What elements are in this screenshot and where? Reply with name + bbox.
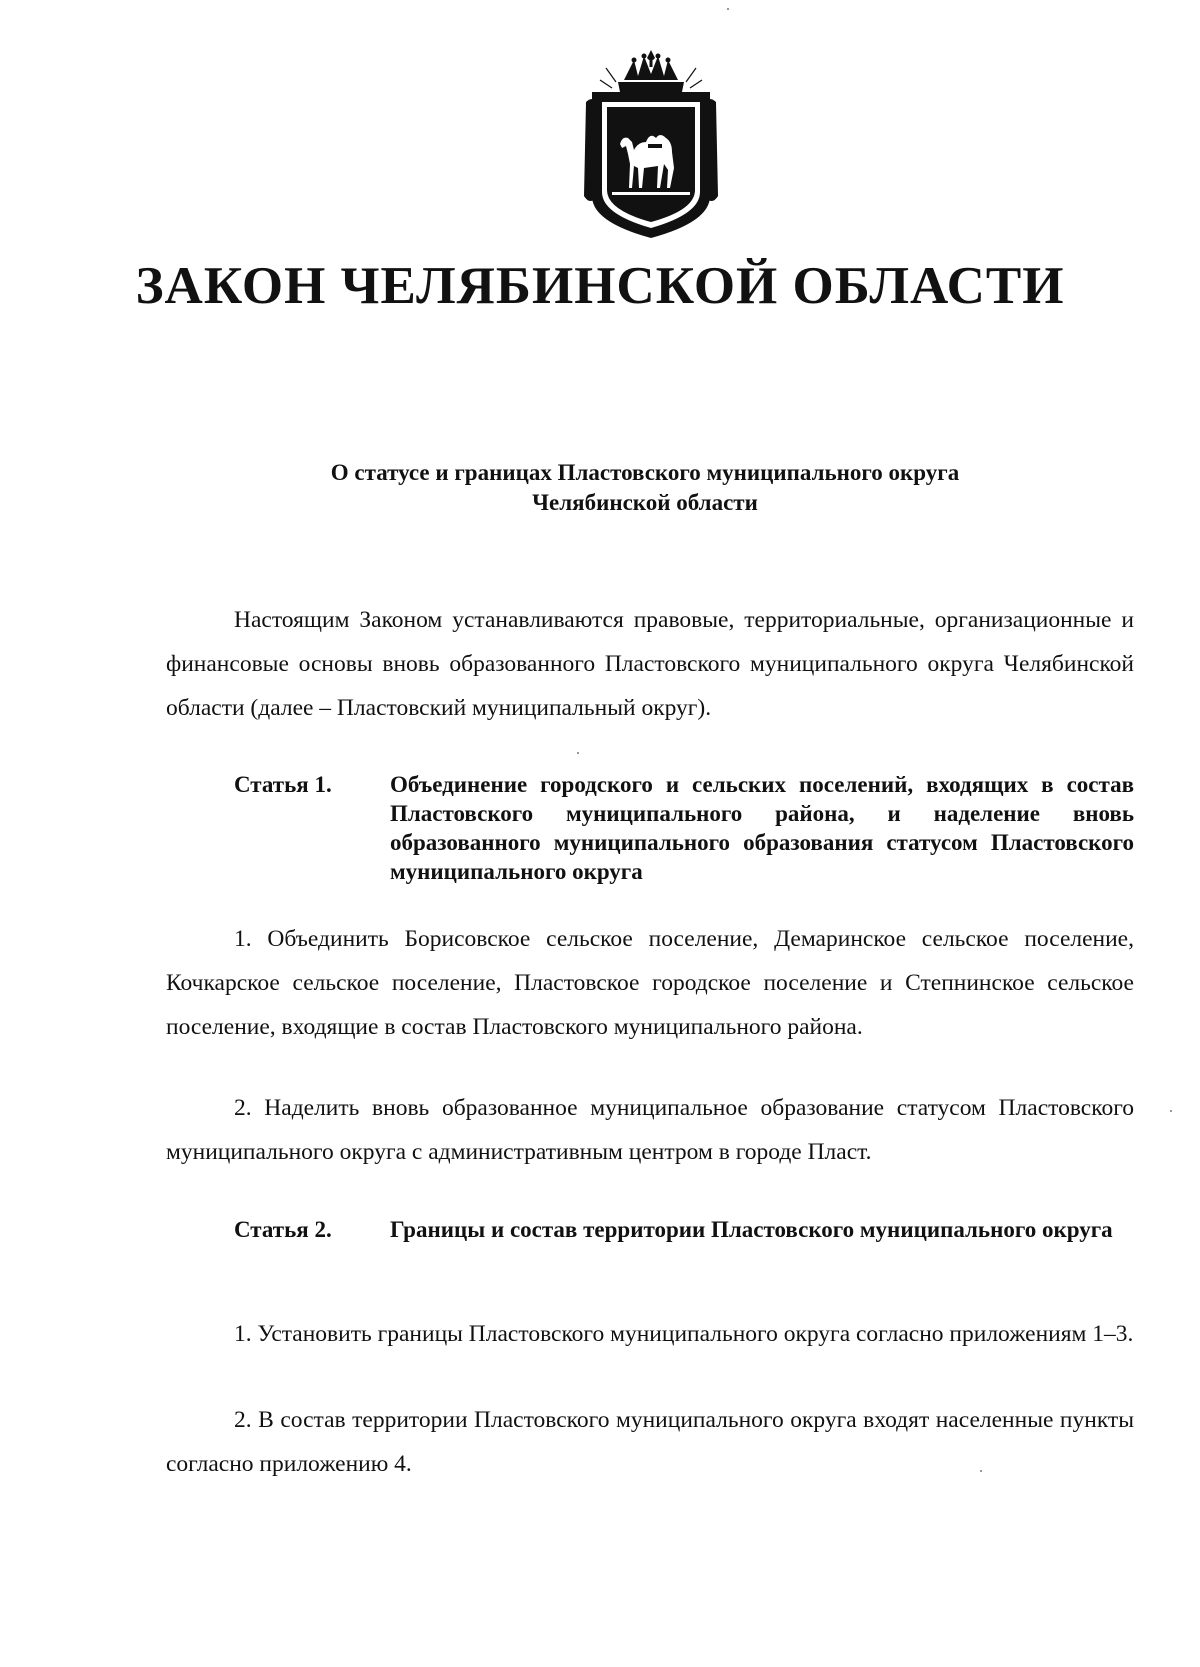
article-1-title: Объединение городского и сельских поселений, входящих в состав Пластовского муниципального района, и наделение вновь образованного муниципального образования статусом Пластовского муниципального округа (390, 772, 1134, 884)
scan-speck (727, 8, 729, 10)
preamble-paragraph: Настоящим Законом устанавливаются правовые, территориальные, организационные и финансовые основы вновь образованного Пластовского муниципального округа Челябинской области (далее – Пластовский муниципальный округ). (166, 607, 1134, 721)
law-subtitle (170, 458, 1120, 518)
article-2-number: Статья 2. (234, 1217, 332, 1242)
subtitle-line-2: Челябинской области (532, 490, 758, 515)
law-title: ЗАКОН ЧЕЛЯБИНСКОЙ ОБЛАСТИ (135, 257, 1065, 315)
subtitle-line-1: О статусе и границах Пластовского муниципального округа (330, 460, 960, 485)
scan-speck (577, 752, 579, 754)
scan-speck (980, 1470, 982, 1472)
coat-of-arms-icon (576, 46, 726, 242)
article-1-number: Статья 1. (234, 772, 332, 797)
article-1-item-1: 1. Объединить Борисовское сельское поселение, Демаринское сельское поселение, Кочкарское сельское поселение, Пластовское городское поселение и Степнинское сельское поселение, входящие в состав Пластовского муниципального района. (166, 926, 1134, 1040)
article-1-item-2: 2. Наделить вновь образованное муниципальное образование статусом Пластовского муниципального округа с административным центром в городе Пласт. (166, 1095, 1134, 1165)
article-2-item-1: 1. Установить границы Пластовского муниципального округа согласно приложениям 1–3. (234, 1321, 1134, 1347)
article-2-item-2: 2. В состав территории Пластовского муниципального округа входят населенные пункты согласно приложению 4. (166, 1407, 1134, 1477)
scan-speck (1170, 1110, 1172, 1112)
article-2-title: Границы и состав территории Пластовского муниципального округа (390, 1217, 1113, 1242)
